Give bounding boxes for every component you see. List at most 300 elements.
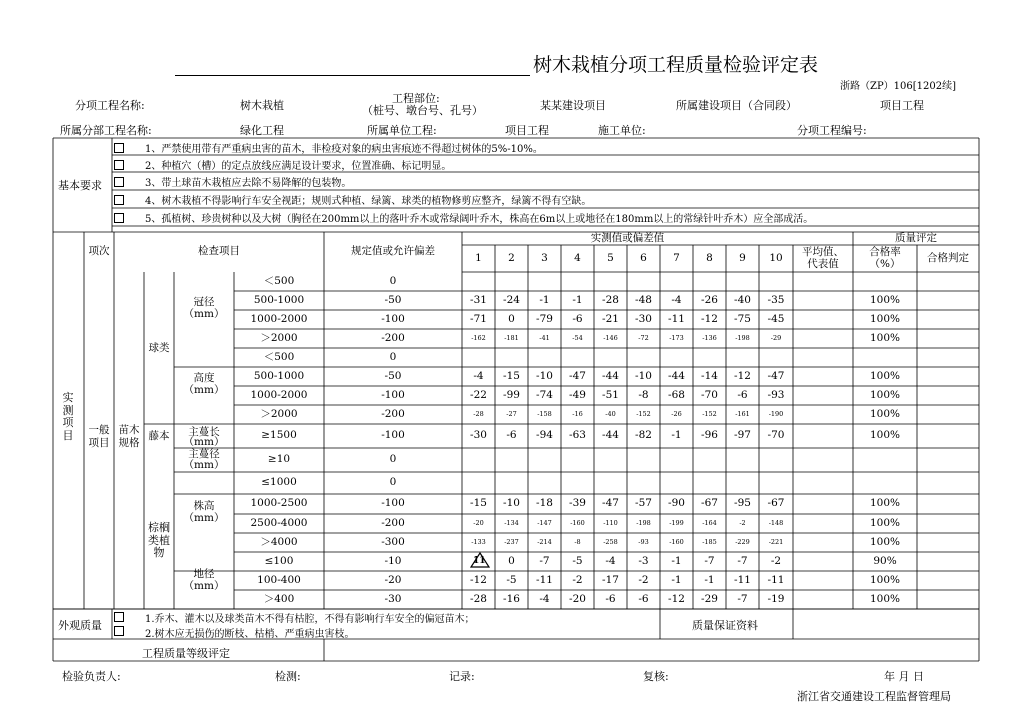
appearance-check-2[interactable] bbox=[114, 626, 124, 636]
measured-value[interactable]: -63 bbox=[569, 429, 586, 442]
pass-rate[interactable]: 100% bbox=[869, 535, 901, 548]
measured-value[interactable]: -164 bbox=[702, 518, 717, 527]
row-range: 1000-2000 bbox=[250, 388, 308, 401]
measured-value[interactable] bbox=[594, 472, 627, 494]
pass-judge-header: 合格判定 bbox=[927, 251, 969, 264]
measured-value[interactable]: -28 bbox=[470, 592, 487, 605]
part-label: 工程部位: bbox=[392, 92, 440, 105]
measured-value[interactable]: -27 bbox=[506, 409, 517, 418]
measured-value[interactable] bbox=[528, 272, 561, 291]
measured-value[interactable]: -11 bbox=[734, 573, 751, 586]
measured-value[interactable]: -68 bbox=[668, 388, 685, 401]
measured-value[interactable] bbox=[759, 448, 793, 472]
reviewer-label: 复核: bbox=[643, 670, 669, 683]
measured-value[interactable]: -14 bbox=[701, 369, 718, 382]
general-item-label: 一般 bbox=[88, 423, 110, 436]
measured-value[interactable] bbox=[561, 472, 594, 494]
measured-value[interactable]: -3 bbox=[638, 554, 649, 567]
measured-value[interactable] bbox=[528, 348, 561, 367]
measured-value[interactable]: -5 bbox=[572, 554, 583, 567]
pass-rate[interactable]: 100% bbox=[869, 497, 901, 510]
measured-value[interactable] bbox=[594, 448, 627, 472]
avg-header: 平均值、 bbox=[802, 245, 844, 258]
measured-value[interactable]: -185 bbox=[702, 537, 717, 546]
measured-value[interactable]: -47 bbox=[569, 369, 586, 382]
measured-value[interactable] bbox=[759, 272, 793, 291]
avg-header-2: 代表值 bbox=[807, 257, 839, 270]
measured-value[interactable] bbox=[693, 472, 726, 494]
measured-value[interactable]: -173 bbox=[669, 333, 684, 342]
measured-value[interactable]: -44 bbox=[602, 429, 619, 442]
crown-label: 冠径 bbox=[193, 295, 215, 308]
measured-value[interactable] bbox=[495, 272, 528, 291]
measured-value[interactable]: -51 bbox=[602, 388, 619, 401]
basic-req-check[interactable] bbox=[114, 143, 124, 153]
row-range: ≥10 bbox=[267, 453, 291, 466]
pass-rate[interactable]: 100% bbox=[869, 331, 901, 344]
measured-value[interactable]: -146 bbox=[603, 333, 618, 342]
vine-length-unit: （mm） bbox=[183, 436, 225, 449]
basic-req-item: 4、树木栽植不得影响行车安全视距；规则式种植、绿篱、球类的植物修剪应整齐，绿篱不得有空缺。 bbox=[145, 196, 592, 207]
measured-value[interactable] bbox=[693, 272, 726, 291]
measured-value[interactable]: -70 bbox=[767, 429, 785, 442]
measured-value[interactable] bbox=[462, 272, 495, 291]
row-spec: -100 bbox=[381, 312, 405, 325]
measured-value[interactable]: -181 bbox=[504, 333, 519, 342]
basic-req-item: 1、严禁使用带有严重病虫害的苗木，非检疫对象的病虫害痕迹不得超过树体的5%-10%。 bbox=[145, 144, 543, 155]
quality-eval-header: 质量评定 bbox=[895, 231, 937, 244]
measured-value[interactable]: -2 bbox=[770, 554, 782, 567]
measured-value[interactable]: -10 bbox=[536, 369, 553, 382]
measured-value[interactable]: -17 bbox=[602, 573, 619, 586]
measured-value[interactable]: -20 bbox=[473, 518, 484, 527]
measured-value[interactable] bbox=[495, 448, 528, 472]
column-number: 5 bbox=[607, 251, 614, 264]
plant-height-unit: （mm） bbox=[183, 512, 225, 525]
measured-value[interactable]: -94 bbox=[536, 429, 553, 442]
basic-req-item: 3、带土球苗木栽植应去除不易降解的包装物。 bbox=[145, 178, 352, 189]
warning-mark: 11 bbox=[473, 556, 486, 566]
basic-req-label: 基本要求 bbox=[58, 179, 102, 192]
general-item-label-2: 项目 bbox=[88, 436, 110, 449]
vine-dia-unit: （mm） bbox=[183, 459, 225, 472]
measured-value[interactable]: -75 bbox=[734, 312, 751, 325]
grade-label: 工程质量等级评定 bbox=[142, 647, 230, 660]
pass-rate[interactable]: 100% bbox=[869, 388, 901, 401]
measured-value[interactable]: -49 bbox=[569, 388, 586, 401]
row-range: 1000-2000 bbox=[250, 312, 308, 325]
measured-value[interactable]: -1 bbox=[704, 573, 715, 586]
row-range: ＞4000 bbox=[260, 535, 298, 548]
measured-value[interactable]: -152 bbox=[702, 409, 717, 418]
pass-rate[interactable]: 100% bbox=[869, 312, 901, 325]
measured-value[interactable] bbox=[627, 348, 660, 367]
measured-value[interactable] bbox=[726, 472, 759, 494]
measured-value[interactable]: -148 bbox=[768, 518, 784, 527]
pass-rate-header-2: （%） bbox=[869, 257, 901, 270]
tester-label: 检测: bbox=[275, 670, 301, 683]
measured-value[interactable]: -22 bbox=[470, 388, 487, 401]
measured-value[interactable]: -12 bbox=[470, 573, 487, 586]
measured-value[interactable]: -57 bbox=[635, 497, 652, 510]
row-spec: 0 bbox=[389, 350, 397, 363]
measured-value[interactable]: -29 bbox=[701, 592, 718, 605]
measured-value[interactable]: -39 bbox=[569, 497, 586, 510]
row-range: 100-400 bbox=[257, 573, 301, 586]
measured-value[interactable]: -4 bbox=[671, 293, 682, 306]
column-number: 4 bbox=[574, 251, 581, 264]
measured-value[interactable]: -67 bbox=[701, 497, 718, 510]
measured-value[interactable]: -229 bbox=[735, 537, 750, 546]
row-spec: 0 bbox=[389, 274, 397, 287]
row-range: ＜500 bbox=[263, 350, 295, 363]
vine-label: 藤本 bbox=[148, 430, 170, 443]
division-value[interactable]: 绿化工程 bbox=[240, 124, 284, 137]
measured-value[interactable]: -47 bbox=[767, 369, 785, 382]
row-spec: -30 bbox=[384, 592, 402, 605]
ground-dia-label: 地径 bbox=[193, 567, 215, 580]
row-range: 1000-2500 bbox=[250, 497, 308, 510]
sub-item-label: 分项工程名称: bbox=[75, 99, 145, 112]
ground-dia-unit: （mm） bbox=[183, 580, 225, 593]
measured-value[interactable]: -1 bbox=[671, 429, 682, 442]
ball-label: 球类 bbox=[148, 342, 170, 355]
measured-value[interactable]: -190 bbox=[768, 409, 784, 418]
basic-req-check[interactable] bbox=[114, 195, 124, 205]
measured-value[interactable]: -30 bbox=[470, 429, 487, 442]
measured-value[interactable]: -47 bbox=[602, 497, 619, 510]
seedling-label-2: 规格 bbox=[118, 436, 140, 449]
measured-value[interactable]: -26 bbox=[671, 409, 682, 418]
measured-value[interactable]: -28 bbox=[602, 293, 619, 306]
measured-value[interactable]: 0 bbox=[508, 312, 515, 325]
measured-value[interactable] bbox=[561, 448, 594, 472]
row-spec: -200 bbox=[381, 407, 405, 420]
measured-value[interactable]: -95 bbox=[734, 497, 751, 510]
measured-value[interactable]: -74 bbox=[536, 388, 553, 401]
basic-req-check[interactable] bbox=[114, 160, 124, 170]
measured-value[interactable]: -11 bbox=[767, 573, 785, 586]
measured-value[interactable] bbox=[528, 472, 561, 494]
measured-value[interactable]: -136 bbox=[702, 333, 717, 342]
measured-value[interactable] bbox=[594, 272, 627, 291]
plant-height-label: 株高 bbox=[193, 499, 215, 512]
measured-value[interactable] bbox=[495, 348, 528, 367]
measured-value[interactable]: -12 bbox=[668, 592, 685, 605]
measured-value[interactable]: -8 bbox=[574, 537, 581, 546]
measured-value[interactable]: -15 bbox=[470, 497, 487, 510]
measured-value[interactable]: -45 bbox=[767, 312, 785, 325]
appearance-label: 外观质量 bbox=[58, 619, 102, 632]
pass-rate[interactable]: 100% bbox=[869, 293, 901, 306]
pass-rate[interactable] bbox=[853, 472, 917, 494]
row-range: 2500-4000 bbox=[250, 516, 308, 529]
measured-value[interactable]: -1 bbox=[572, 293, 583, 306]
measured-value[interactable]: -97 bbox=[734, 429, 751, 442]
measured-value[interactable]: -11 bbox=[536, 573, 553, 586]
unit-value[interactable]: 项目工程 bbox=[505, 124, 549, 137]
measured-value[interactable] bbox=[627, 472, 660, 494]
column-number: 9 bbox=[739, 251, 746, 264]
measured-value[interactable]: -6 bbox=[638, 592, 649, 605]
quality-docs-label: 质量保证资料 bbox=[692, 619, 758, 632]
pass-rate[interactable]: 90% bbox=[873, 554, 897, 567]
measured-value[interactable]: -5 bbox=[506, 573, 517, 586]
measured-value[interactable]: -16 bbox=[572, 409, 583, 418]
row-range: ＞2000 bbox=[260, 331, 298, 344]
measured-value[interactable]: -198 bbox=[735, 333, 750, 342]
row-spec: -50 bbox=[384, 369, 402, 382]
appearance-item-2: 2.树木应无损伤的断枝、枯梢、严重病虫害枝。 bbox=[145, 629, 355, 640]
measured-value[interactable] bbox=[462, 448, 495, 472]
part-value[interactable]: 某某建设项目 bbox=[540, 99, 606, 112]
measured-value[interactable]: -4 bbox=[539, 592, 550, 605]
row-spec: -100 bbox=[381, 497, 405, 510]
pass-rate[interactable]: 100% bbox=[869, 592, 901, 605]
pass-rate[interactable]: 100% bbox=[869, 516, 901, 529]
height-unit: （mm） bbox=[183, 384, 225, 397]
measured-value[interactable]: -41 bbox=[539, 333, 550, 342]
measured-value[interactable]: -8 bbox=[638, 388, 649, 401]
measured-value[interactable]: -4 bbox=[605, 554, 616, 567]
measured-value[interactable]: -82 bbox=[635, 429, 652, 442]
row-range: ＜500 bbox=[263, 274, 295, 287]
measured-value[interactable]: -161 bbox=[735, 409, 750, 418]
row-spec: 0 bbox=[389, 476, 397, 489]
row-spec: -200 bbox=[381, 516, 405, 529]
measured-value[interactable]: -158 bbox=[537, 409, 552, 418]
date-label: 年 月 日 bbox=[884, 670, 924, 683]
row-spec: -200 bbox=[381, 331, 405, 344]
column-number: 1 bbox=[475, 251, 482, 264]
measured-value[interactable]: -96 bbox=[701, 429, 718, 442]
sub-item-no-label: 分项工程编号: bbox=[797, 124, 867, 137]
vine-length-label: 主蔓长 bbox=[188, 426, 220, 439]
height-label: 高度 bbox=[193, 371, 215, 384]
measured-value[interactable]: -1 bbox=[539, 293, 550, 306]
measured-value[interactable]: -6 bbox=[506, 429, 517, 442]
measured-value[interactable]: -54 bbox=[572, 333, 583, 342]
measured-value[interactable]: -258 bbox=[603, 537, 618, 546]
measured-value[interactable]: -71 bbox=[470, 312, 487, 325]
measured-value[interactable]: -93 bbox=[638, 537, 649, 546]
row-range: ≤100 bbox=[264, 554, 294, 567]
row-range: ＞400 bbox=[263, 592, 295, 605]
measured-value[interactable] bbox=[726, 272, 759, 291]
measured-value[interactable] bbox=[660, 472, 693, 494]
measured-value[interactable]: -35 bbox=[767, 293, 785, 306]
measured-value[interactable] bbox=[561, 272, 594, 291]
row-spec: 0 bbox=[389, 453, 397, 466]
measured-value[interactable]: -7 bbox=[539, 554, 550, 567]
measured-header: 实测值或偏差值 bbox=[590, 231, 665, 244]
measured-value[interactable]: -133 bbox=[471, 537, 486, 546]
measured-value[interactable]: -10 bbox=[503, 497, 520, 510]
measured-value[interactable]: -1 bbox=[671, 573, 682, 586]
measured-value[interactable] bbox=[594, 348, 627, 367]
item-no-header: 项次 bbox=[88, 245, 110, 258]
measured-value[interactable] bbox=[693, 448, 726, 472]
measured-value[interactable]: -4 bbox=[473, 369, 484, 382]
measured-value[interactable] bbox=[726, 348, 759, 367]
column-number: 7 bbox=[673, 251, 680, 264]
measured-value[interactable]: -19 bbox=[767, 592, 785, 605]
measured-value[interactable]: -16 bbox=[503, 592, 520, 605]
measured-value[interactable] bbox=[759, 472, 793, 494]
measured-value[interactable]: -21 bbox=[602, 312, 619, 325]
actual-items-label: 实测项目 bbox=[62, 391, 74, 442]
row-spec: -100 bbox=[381, 388, 405, 401]
measured-value[interactable]: -20 bbox=[569, 592, 586, 605]
basic-req-item: 5、孤植树、珍贵树种以及大树（胸径在200mm以上的落叶乔木或常绿阔叶乔木，株高在6m以上或地径在180mm以上的常绿针叶乔木）应全部成活。 bbox=[145, 214, 814, 225]
measured-value[interactable]: -221 bbox=[768, 537, 784, 546]
measured-value[interactable]: -1 bbox=[671, 554, 682, 567]
measured-value[interactable]: -24 bbox=[503, 293, 520, 306]
pass-rate[interactable]: 100% bbox=[869, 429, 901, 442]
spec-header: 规定值或允许偏差 bbox=[351, 245, 435, 258]
measured-value[interactable]: -18 bbox=[536, 497, 553, 510]
measured-value[interactable]: -110 bbox=[603, 518, 618, 527]
project-label: 所属建设项目（合同段） bbox=[676, 99, 797, 112]
row-range: ≤1000 bbox=[261, 476, 297, 489]
column-number: 2 bbox=[508, 251, 515, 264]
measured-value[interactable]: -6 bbox=[605, 592, 616, 605]
recorder-label: 记录: bbox=[449, 670, 475, 683]
measured-value[interactable] bbox=[660, 448, 693, 472]
measured-value[interactable] bbox=[726, 448, 759, 472]
row-range: ≥1500 bbox=[261, 429, 297, 442]
row-range: 500-1000 bbox=[253, 293, 305, 306]
measured-value[interactable] bbox=[495, 472, 528, 494]
measured-value[interactable]: -79 bbox=[536, 312, 553, 325]
row-range: ＞2000 bbox=[260, 407, 298, 420]
part-label-sub: （桩号、墩台号、孔号） bbox=[362, 104, 483, 117]
measured-value[interactable]: -2 bbox=[572, 573, 583, 586]
measured-value[interactable]: 0 bbox=[508, 554, 515, 567]
measured-value[interactable]: -10 bbox=[635, 369, 652, 382]
column-number: 6 bbox=[640, 251, 647, 264]
measured-value[interactable]: -12 bbox=[734, 369, 751, 382]
measured-value[interactable]: -199 bbox=[669, 518, 684, 527]
measured-value[interactable] bbox=[462, 348, 495, 367]
measured-value[interactable]: -6 bbox=[572, 312, 583, 325]
measured-value[interactable]: -198 bbox=[636, 518, 651, 527]
crown-unit: （mm） bbox=[183, 308, 225, 321]
measured-value[interactable]: -28 bbox=[473, 409, 484, 418]
inspector-label: 检验负责人: bbox=[62, 670, 121, 683]
basic-req-check[interactable] bbox=[114, 177, 124, 187]
measured-value[interactable]: -7 bbox=[737, 554, 748, 567]
measured-value[interactable] bbox=[528, 448, 561, 472]
row-range: 500-1000 bbox=[253, 369, 305, 382]
pass-rate-header: 合格率 bbox=[869, 245, 901, 258]
check-item-header: 检查项目 bbox=[198, 245, 240, 258]
vine-dia-label: 主蔓径 bbox=[188, 448, 220, 461]
measured-value[interactable] bbox=[462, 472, 495, 494]
measured-value[interactable]: -7 bbox=[704, 554, 715, 567]
page-title: 树木栽植分项工程质量检验评定表 bbox=[533, 54, 819, 76]
measured-value[interactable]: -2 bbox=[638, 573, 649, 586]
measured-value[interactable]: -31 bbox=[470, 293, 487, 306]
appearance-check-1[interactable] bbox=[114, 612, 124, 622]
measured-value[interactable]: -147 bbox=[537, 518, 552, 527]
row-spec: -20 bbox=[384, 573, 402, 586]
measured-value[interactable]: -70 bbox=[701, 388, 718, 401]
project-value[interactable]: 项目工程 bbox=[880, 99, 924, 112]
palm-label: 棕榈类植物 bbox=[148, 521, 170, 560]
pass-rate[interactable]: 100% bbox=[869, 573, 901, 586]
pass-rate[interactable]: 100% bbox=[869, 407, 901, 420]
seedling-label: 苗木 bbox=[118, 423, 140, 436]
measured-value[interactable]: -90 bbox=[668, 497, 685, 510]
measured-value[interactable]: -160 bbox=[570, 518, 585, 527]
pass-rate[interactable] bbox=[853, 272, 917, 291]
measured-value[interactable]: -26 bbox=[701, 293, 718, 306]
row-spec: -300 bbox=[381, 535, 405, 548]
unit-label: 所属单位工程: bbox=[367, 124, 437, 137]
measured-value[interactable] bbox=[627, 272, 660, 291]
measured-value[interactable]: -2 bbox=[739, 518, 746, 527]
sub-item-value[interactable]: 树木栽植 bbox=[240, 99, 284, 112]
measured-value[interactable] bbox=[660, 348, 693, 367]
measured-value[interactable] bbox=[693, 348, 726, 367]
row-spec: -100 bbox=[381, 429, 405, 442]
measured-value[interactable] bbox=[561, 348, 594, 367]
column-number: 3 bbox=[541, 251, 548, 264]
basic-req-check[interactable] bbox=[114, 213, 124, 223]
appearance-item-1: 1.乔木、灌木以及球类苗木不得有枯腔，不得有影响行车安全的偏冠苗木； bbox=[145, 614, 475, 625]
measured-value[interactable]: -6 bbox=[737, 388, 748, 401]
row-spec: -50 bbox=[384, 293, 402, 306]
pass-rate[interactable] bbox=[853, 448, 917, 472]
pass-rate[interactable]: 100% bbox=[869, 369, 901, 382]
measured-value[interactable]: -48 bbox=[635, 293, 652, 306]
measured-value[interactable] bbox=[627, 448, 660, 472]
measured-value[interactable]: -214 bbox=[537, 537, 552, 546]
measured-value[interactable] bbox=[759, 348, 793, 367]
measured-value[interactable]: -160 bbox=[669, 537, 684, 546]
org-label: 浙江省交通建设工程监督管理局 bbox=[797, 690, 951, 703]
row-spec: -10 bbox=[384, 554, 402, 567]
measured-value[interactable]: -93 bbox=[767, 388, 785, 401]
measured-value[interactable]: -11 bbox=[668, 312, 685, 325]
measured-value[interactable]: -152 bbox=[636, 409, 651, 418]
basic-req-item: 2、种植穴（槽）的定点放线应满足设计要求，位置准确、标记明显。 bbox=[145, 161, 452, 172]
measured-value[interactable]: -99 bbox=[503, 388, 520, 401]
measured-value[interactable]: -30 bbox=[635, 312, 652, 325]
measured-value[interactable]: -44 bbox=[668, 369, 685, 382]
column-number: 10 bbox=[769, 251, 783, 264]
constructor-label: 施工单位: bbox=[598, 124, 646, 137]
measured-value[interactable]: -7 bbox=[737, 592, 748, 605]
measured-value[interactable]: -40 bbox=[734, 293, 751, 306]
measured-value[interactable]: -72 bbox=[638, 333, 649, 342]
division-label: 所属分部工程名称: bbox=[60, 124, 152, 137]
measured-value[interactable]: -237 bbox=[504, 537, 519, 546]
form-code: 浙路（ZP）106[1202续] bbox=[840, 81, 957, 92]
column-number: 8 bbox=[706, 251, 713, 264]
measured-value[interactable] bbox=[660, 272, 693, 291]
measured-value[interactable]: -134 bbox=[504, 518, 519, 527]
measured-value[interactable]: -29 bbox=[770, 333, 782, 342]
measured-value[interactable]: -40 bbox=[605, 409, 616, 418]
pass-rate[interactable] bbox=[853, 348, 917, 367]
measured-value[interactable]: -44 bbox=[602, 369, 619, 382]
measured-value[interactable]: -162 bbox=[471, 333, 486, 342]
measured-value[interactable]: -15 bbox=[503, 369, 520, 382]
measured-value[interactable]: -12 bbox=[701, 312, 718, 325]
measured-value[interactable]: -67 bbox=[767, 497, 785, 510]
